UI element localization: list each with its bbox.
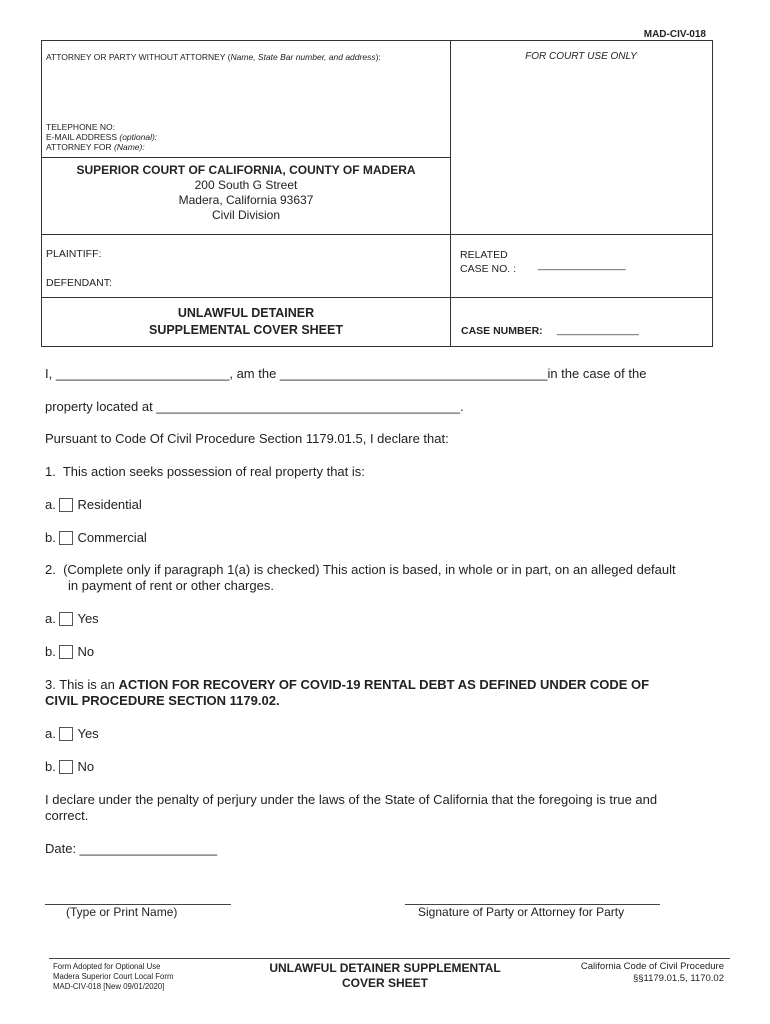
plaintiff-label: PLAINTIFF:	[46, 248, 102, 260]
item-3: 3. This is an ACTION FOR RECOVERY OF COVID-19 RENTAL DEBT AS DEFINED UNDER CODE OF CIVIL PROCEDURE SECTION 1179.02.	[45, 677, 650, 708]
date-field[interactable]: Date: ___________________	[45, 841, 218, 856]
caption-divider	[450, 41, 451, 346]
property-line[interactable]: property located at __________________________________________.	[45, 399, 464, 414]
defendant-label: DEFENDANT:	[46, 277, 112, 289]
case-number-label: CASE NUMBER:	[461, 325, 543, 337]
item-2a: a. Yes	[45, 611, 99, 626]
form-id: MAD-CIV-018	[643, 29, 706, 40]
rent-default-no-checkbox[interactable]	[59, 645, 73, 659]
court-block	[42, 163, 450, 223]
case-number-field[interactable]: ______________	[557, 324, 639, 336]
pursuant-text: Pursuant to Code Of Civil Procedure Section 1179.01.5, I declare that:	[45, 431, 449, 446]
footer-divider	[49, 958, 730, 959]
attorney-label: ATTORNEY OR PARTY WITHOUT ATTORNEY (Name, State Bar number, and address):	[46, 52, 381, 62]
email-label: E-MAIL ADDRESS (optional):	[46, 132, 158, 142]
court-city: Madera, California 93637	[178, 193, 314, 207]
contact-labels	[46, 122, 157, 152]
item-2: 2. (Complete only if paragraph 1(a) is checked) This action is based, in whole or in part, on an alleged default in payment of rent or other charges.	[45, 562, 676, 593]
type-name-label: (Type or Print Name)	[66, 905, 178, 919]
footer-title: UNLAWFUL DETAINER SUPPLEMENTAL COVER SHEET	[269, 961, 501, 990]
declarant-line[interactable]: I, ________________________, am the _____________________________________in the case of the	[45, 366, 647, 381]
caption-box	[41, 40, 713, 347]
related-case-label: RELATED CASE NO. :	[460, 249, 517, 275]
declaration-text: I declare under the penalty of perjury under the laws of the State of California that the foregoing is true and correct.	[45, 792, 658, 823]
item-3a: a. Yes	[45, 726, 99, 741]
court-use-label: FOR COURT USE ONLY	[525, 51, 637, 62]
divider	[42, 297, 712, 298]
residential-checkbox[interactable]	[59, 498, 73, 512]
item-2b: b. No	[45, 644, 95, 659]
attorney-for-label: ATTORNEY FOR (Name):	[46, 142, 145, 152]
court-street: 200 South G Street	[194, 178, 298, 192]
court-division: Civil Division	[211, 208, 280, 222]
item-1: 1. This action seeks possession of real property that is:	[45, 464, 365, 479]
divider	[42, 157, 450, 158]
rent-default-yes-checkbox[interactable]	[59, 612, 73, 626]
item-3b: b. No	[45, 759, 95, 774]
form-title: UNLAWFUL DETAINER SUPPLEMENTAL COVER SHEET	[148, 306, 343, 337]
footer-citation: California Code of Civil Procedure §§1179.01.5, 1170.02	[580, 961, 724, 984]
divider	[42, 234, 712, 235]
related-case-field[interactable]: _______________	[538, 259, 626, 271]
covid-debt-yes-checkbox[interactable]	[59, 727, 73, 741]
footer-left: Form Adopted for Optional Use Madera Superior Court Local Form MAD-CIV-018 [New 09/01/2020]	[53, 962, 174, 991]
court-name: SUPERIOR COURT OF CALIFORNIA, COUNTY OF MADERA	[76, 163, 416, 177]
commercial-checkbox[interactable]	[59, 531, 73, 545]
covid-debt-no-checkbox[interactable]	[59, 760, 73, 774]
item-1b: b. Commercial	[45, 530, 147, 545]
signature-label: Signature of Party or Attorney for Party	[418, 905, 625, 919]
telephone-label: TELEPHONE NO:	[46, 122, 115, 132]
item-1a: a. Residential	[45, 497, 142, 512]
